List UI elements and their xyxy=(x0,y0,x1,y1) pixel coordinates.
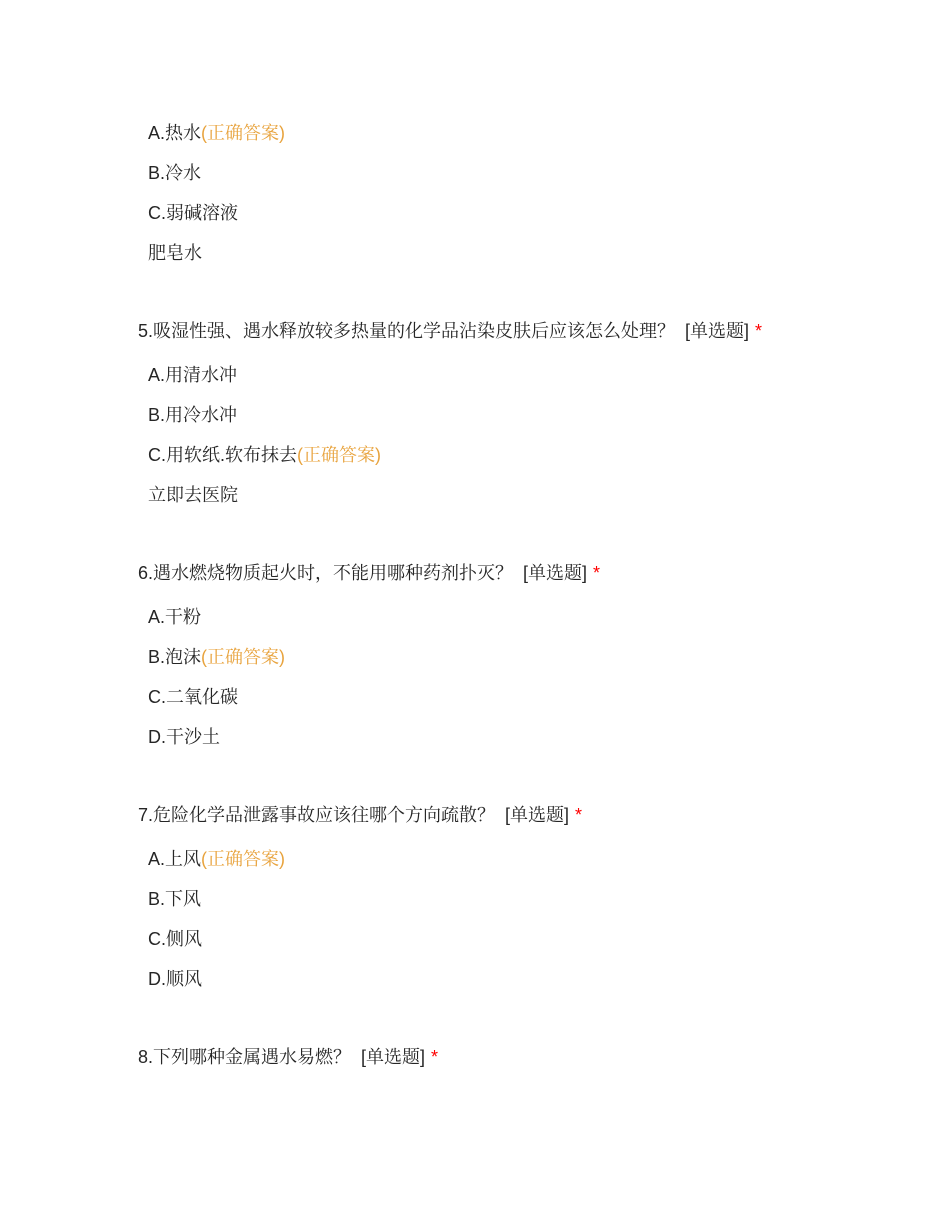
question-type-label: [单选题] xyxy=(523,563,588,583)
option-text: B.冷水 xyxy=(148,163,202,183)
required-asterisk: * xyxy=(431,1047,439,1067)
question-block xyxy=(138,803,910,991)
answer-option xyxy=(138,363,910,387)
option-text: A.上风 xyxy=(148,849,202,869)
answer-option xyxy=(138,241,910,265)
question-block xyxy=(138,319,910,507)
answer-option xyxy=(138,847,910,871)
question-title xyxy=(138,1045,910,1069)
option-text: C.弱碱溶液 xyxy=(148,203,238,223)
answer-option xyxy=(138,887,910,911)
answer-option xyxy=(138,605,910,629)
question-title xyxy=(138,319,910,343)
question-block xyxy=(138,561,910,749)
answer-option xyxy=(138,967,910,991)
question-title-text: 8.下列哪种金属遇水易燃？ xyxy=(138,1047,352,1067)
question-type-label: [单选题] xyxy=(361,1047,426,1067)
answer-option xyxy=(138,645,910,669)
option-text: C.二氧化碳 xyxy=(148,687,238,707)
question-type-label: [单选题] xyxy=(685,321,750,341)
option-text: A.用清水冲 xyxy=(148,365,238,385)
correct-answer-tag: (正确答案) xyxy=(201,849,286,869)
answer-option xyxy=(138,685,910,709)
question-title-text: 6.遇水燃烧物质起火时，不能用哪种药剂扑灭？ xyxy=(138,563,514,583)
question-title-text: 7.危险化学品泄露事故应该往哪个方向疏散？ xyxy=(138,805,496,825)
question-type-label: [单选题] xyxy=(505,805,570,825)
correct-answer-tag: (正确答案) xyxy=(201,647,286,667)
answer-option xyxy=(138,121,910,145)
required-asterisk: * xyxy=(755,321,763,341)
correct-answer-tag: (正确答案) xyxy=(201,123,286,143)
question-title-text: 5.吸湿性强、遇水释放较多热量的化学品沾染皮肤后应该怎么处理？ xyxy=(138,321,676,341)
option-text: C.用软纸.软布抹去 xyxy=(148,445,298,465)
answer-option xyxy=(138,403,910,427)
option-text: 立即去医院 xyxy=(148,485,238,505)
question-title xyxy=(138,561,910,585)
answer-option xyxy=(138,927,910,951)
option-text: D.顺风 xyxy=(148,969,202,989)
question-block xyxy=(138,121,910,265)
correct-answer-tag: (正确答案) xyxy=(297,445,382,465)
question-title xyxy=(138,803,910,827)
answer-option xyxy=(138,443,910,467)
required-asterisk: * xyxy=(593,563,601,583)
option-text: B.下风 xyxy=(148,889,202,909)
question-list xyxy=(138,121,910,1069)
option-text: C.侧风 xyxy=(148,929,202,949)
option-text: D.干沙土 xyxy=(148,727,220,747)
question-block xyxy=(138,1045,910,1069)
option-text: B.用冷水冲 xyxy=(148,405,238,425)
answer-option xyxy=(138,201,910,225)
option-text: A.热水 xyxy=(148,123,202,143)
answer-option xyxy=(138,725,910,749)
option-text: B.泡沫 xyxy=(148,647,202,667)
answer-option xyxy=(138,161,910,185)
option-text: A.干粉 xyxy=(148,607,202,627)
required-asterisk: * xyxy=(575,805,583,825)
option-text: 肥皂水 xyxy=(148,243,202,263)
answer-option xyxy=(138,483,910,507)
